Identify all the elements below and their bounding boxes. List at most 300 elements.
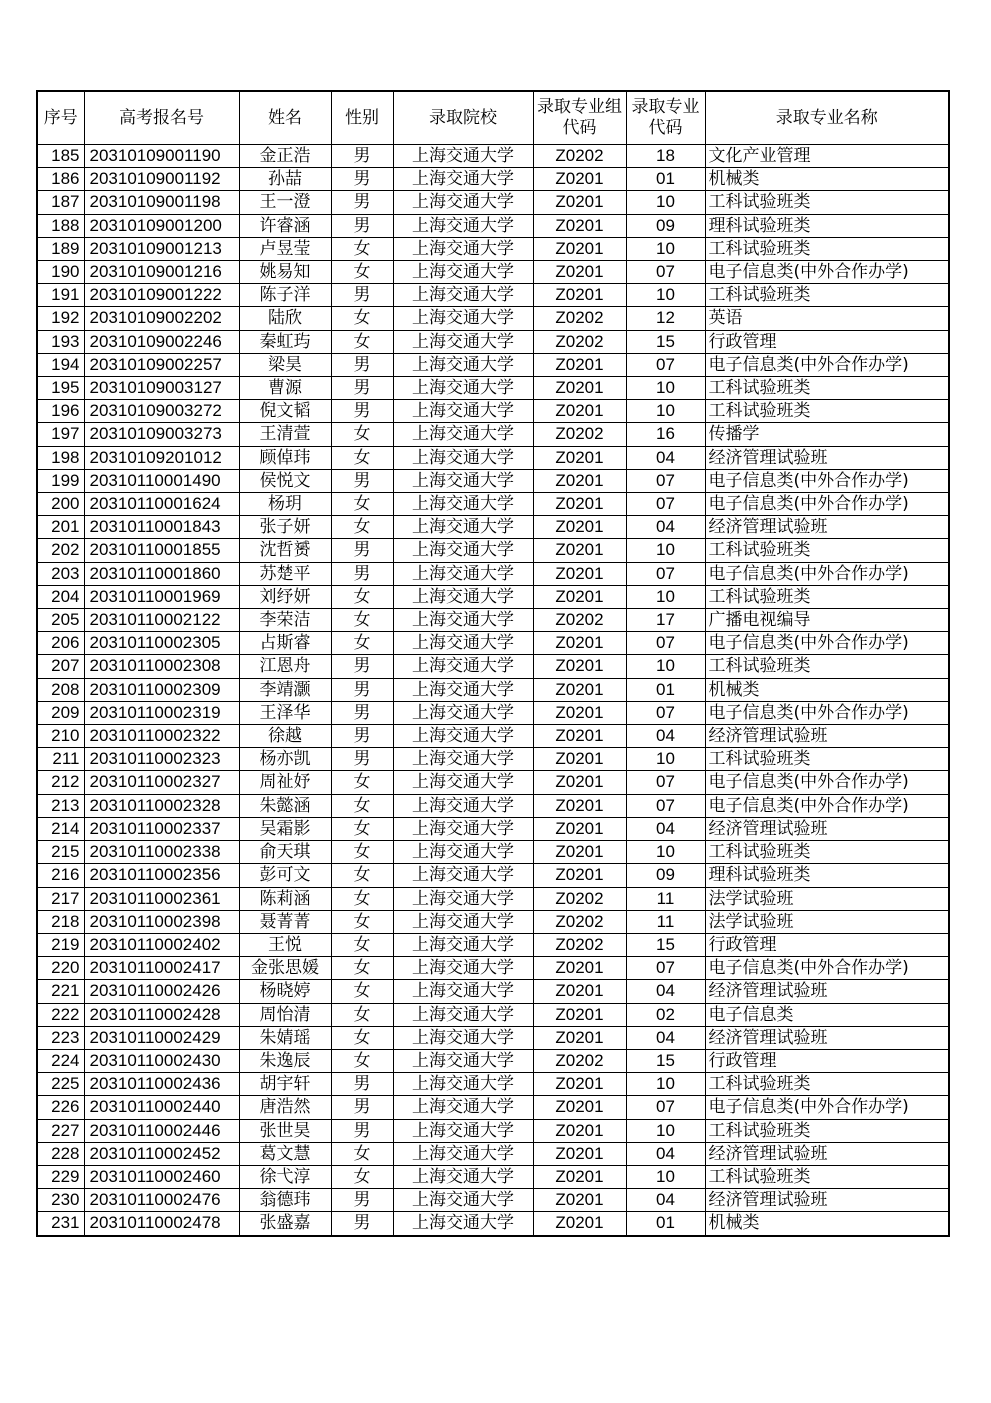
row-seq: 219 (37, 933, 84, 956)
row-major-code: 04 (626, 1026, 705, 1049)
row-group-code: Z0201 (533, 214, 626, 237)
row-group-code: Z0201 (533, 446, 626, 469)
table-row (37, 214, 949, 237)
table-row (37, 284, 949, 307)
row-exam-no: 20310109003272 (84, 400, 239, 423)
row-exam-no: 20310110002417 (84, 957, 239, 980)
row-seq: 227 (37, 1119, 84, 1142)
table-row (37, 237, 949, 260)
row-exam-no: 20310110002428 (84, 1003, 239, 1026)
row-major-code: 07 (626, 957, 705, 980)
row-name: 葛文慧 (239, 1142, 331, 1165)
row-exam-no: 20310110002452 (84, 1142, 239, 1165)
row-school: 上海交通大学 (393, 771, 533, 794)
row-seq: 190 (37, 261, 84, 284)
row-major-name: 电子信息类(中外合作办学) (705, 771, 949, 794)
table-row (37, 1049, 949, 1072)
row-major-name: 电子信息类(中外合作办学) (705, 469, 949, 492)
table-header-row (37, 91, 949, 145)
row-gender: 男 (331, 1189, 393, 1212)
header-major-name: 录取专业名称 (705, 91, 949, 145)
row-exam-no: 20310110002460 (84, 1165, 239, 1188)
row-gender: 男 (331, 168, 393, 191)
row-major-name: 电子信息类 (705, 1003, 949, 1026)
row-seq: 220 (37, 957, 84, 980)
row-major-code: 04 (626, 1189, 705, 1212)
row-major-code: 07 (626, 1096, 705, 1119)
row-seq: 185 (37, 145, 84, 168)
row-group-code: Z0201 (533, 353, 626, 376)
row-gender: 女 (331, 933, 393, 956)
row-name: 胡宇轩 (239, 1073, 331, 1096)
row-group-code: Z0201 (533, 864, 626, 887)
row-gender: 男 (331, 214, 393, 237)
row-name: 金正浩 (239, 145, 331, 168)
row-group-code: Z0202 (533, 145, 626, 168)
row-major-name: 工科试验班类 (705, 377, 949, 400)
row-major-code: 07 (626, 353, 705, 376)
row-name: 王泽华 (239, 701, 331, 724)
row-gender: 女 (331, 609, 393, 632)
row-name: 李靖灏 (239, 678, 331, 701)
row-exam-no: 20310110002440 (84, 1096, 239, 1119)
row-gender: 女 (331, 261, 393, 284)
table-row (37, 1096, 949, 1119)
row-seq: 221 (37, 980, 84, 1003)
row-group-code: Z0202 (533, 307, 626, 330)
row-seq: 231 (37, 1212, 84, 1236)
row-major-code: 10 (626, 400, 705, 423)
row-group-code: Z0201 (533, 539, 626, 562)
row-group-code: Z0201 (533, 284, 626, 307)
row-gender: 女 (331, 1003, 393, 1026)
row-group-code: Z0201 (533, 1073, 626, 1096)
row-name: 倪文韬 (239, 400, 331, 423)
row-gender: 男 (331, 145, 393, 168)
row-school: 上海交通大学 (393, 284, 533, 307)
row-major-code: 15 (626, 1049, 705, 1072)
row-school: 上海交通大学 (393, 887, 533, 910)
row-gender: 男 (331, 1212, 393, 1236)
row-major-code: 07 (626, 261, 705, 284)
row-seq: 208 (37, 678, 84, 701)
row-major-name: 广播电视编导 (705, 609, 949, 632)
row-group-code: Z0202 (533, 910, 626, 933)
row-school: 上海交通大学 (393, 191, 533, 214)
row-major-name: 工科试验班类 (705, 539, 949, 562)
row-major-code: 15 (626, 933, 705, 956)
row-name: 吴霜影 (239, 817, 331, 840)
row-major-code: 01 (626, 678, 705, 701)
row-major-code: 07 (626, 493, 705, 516)
table-row (37, 400, 949, 423)
row-group-code: Z0201 (533, 191, 626, 214)
row-seq: 192 (37, 307, 84, 330)
row-group-code: Z0201 (533, 585, 626, 608)
row-major-code: 10 (626, 377, 705, 400)
row-seq: 199 (37, 469, 84, 492)
row-major-code: 16 (626, 423, 705, 446)
row-major-name: 理科试验班类 (705, 864, 949, 887)
row-group-code: Z0201 (533, 678, 626, 701)
row-major-code: 17 (626, 609, 705, 632)
row-gender: 女 (331, 887, 393, 910)
row-group-code: Z0201 (533, 1096, 626, 1119)
row-group-code: Z0201 (533, 817, 626, 840)
row-exam-no: 20310109001200 (84, 214, 239, 237)
row-group-code: Z0201 (533, 377, 626, 400)
row-seq: 191 (37, 284, 84, 307)
table-row (37, 145, 949, 168)
row-major-name: 工科试验班类 (705, 284, 949, 307)
row-major-name: 经济管理试验班 (705, 446, 949, 469)
row-group-code: Z0201 (533, 701, 626, 724)
row-exam-no: 20310110002309 (84, 678, 239, 701)
table-row (37, 562, 949, 585)
row-school: 上海交通大学 (393, 1212, 533, 1236)
row-major-name: 工科试验班类 (705, 237, 949, 260)
row-school: 上海交通大学 (393, 145, 533, 168)
row-major-code: 07 (626, 469, 705, 492)
row-name: 张子妍 (239, 516, 331, 539)
row-school: 上海交通大学 (393, 539, 533, 562)
row-gender: 男 (331, 539, 393, 562)
row-school: 上海交通大学 (393, 817, 533, 840)
row-seq: 188 (37, 214, 84, 237)
row-major-name: 行政管理 (705, 1049, 949, 1072)
row-gender: 女 (331, 864, 393, 887)
row-major-code: 09 (626, 864, 705, 887)
row-school: 上海交通大学 (393, 168, 533, 191)
row-group-code: Z0201 (533, 632, 626, 655)
row-school: 上海交通大学 (393, 330, 533, 353)
row-gender: 女 (331, 957, 393, 980)
row-major-name: 工科试验班类 (705, 191, 949, 214)
row-gender: 女 (331, 330, 393, 353)
table-row (37, 1189, 949, 1212)
row-seq: 218 (37, 910, 84, 933)
row-school: 上海交通大学 (393, 446, 533, 469)
row-group-code: Z0201 (533, 237, 626, 260)
row-name: 侯悦文 (239, 469, 331, 492)
row-exam-no: 20310109001190 (84, 145, 239, 168)
header-name: 姓名 (239, 91, 331, 145)
row-school: 上海交通大学 (393, 1165, 533, 1188)
header-major-code: 录取专业代码 (626, 91, 705, 145)
row-school: 上海交通大学 (393, 562, 533, 585)
row-gender: 男 (331, 353, 393, 376)
row-group-code: Z0201 (533, 1212, 626, 1236)
table-row (37, 446, 949, 469)
row-major-name: 传播学 (705, 423, 949, 446)
header-group-code: 录取专业组代码 (533, 91, 626, 145)
header-seq: 序号 (37, 91, 84, 145)
row-major-name: 工科试验班类 (705, 400, 949, 423)
table-row (37, 1212, 949, 1236)
row-major-code: 04 (626, 817, 705, 840)
row-exam-no: 20310110002361 (84, 887, 239, 910)
row-name: 占斯睿 (239, 632, 331, 655)
row-group-code: Z0201 (533, 841, 626, 864)
row-exam-no: 20310110002446 (84, 1119, 239, 1142)
row-seq: 212 (37, 771, 84, 794)
row-seq: 229 (37, 1165, 84, 1188)
row-seq: 195 (37, 377, 84, 400)
row-school: 上海交通大学 (393, 701, 533, 724)
row-name: 苏楚平 (239, 562, 331, 585)
row-major-code: 07 (626, 794, 705, 817)
row-group-code: Z0202 (533, 609, 626, 632)
row-name: 朱懿涵 (239, 794, 331, 817)
row-seq: 187 (37, 191, 84, 214)
row-group-code: Z0201 (533, 748, 626, 771)
row-major-code: 11 (626, 887, 705, 910)
row-name: 周祉妤 (239, 771, 331, 794)
row-major-name: 文化产业管理 (705, 145, 949, 168)
row-name: 朱婧瑶 (239, 1026, 331, 1049)
row-gender: 女 (331, 585, 393, 608)
row-name: 杨玥 (239, 493, 331, 516)
row-exam-no: 20310110002337 (84, 817, 239, 840)
row-exam-no: 20310110002323 (84, 748, 239, 771)
row-school: 上海交通大学 (393, 353, 533, 376)
row-exam-no: 20310110001855 (84, 539, 239, 562)
row-exam-no: 20310110002430 (84, 1049, 239, 1072)
row-gender: 女 (331, 841, 393, 864)
row-major-code: 10 (626, 655, 705, 678)
table-row (37, 933, 949, 956)
row-group-code: Z0201 (533, 957, 626, 980)
row-major-name: 经济管理试验班 (705, 725, 949, 748)
table-row (37, 678, 949, 701)
row-group-code: Z0202 (533, 933, 626, 956)
row-name: 姚易知 (239, 261, 331, 284)
row-school: 上海交通大学 (393, 516, 533, 539)
row-gender: 男 (331, 469, 393, 492)
row-major-name: 行政管理 (705, 330, 949, 353)
row-gender: 女 (331, 632, 393, 655)
row-gender: 男 (331, 655, 393, 678)
table-row (37, 1073, 949, 1096)
row-school: 上海交通大学 (393, 910, 533, 933)
table-row (37, 469, 949, 492)
row-major-code: 10 (626, 1073, 705, 1096)
row-school: 上海交通大学 (393, 1003, 533, 1026)
row-group-code: Z0201 (533, 1142, 626, 1165)
row-major-code: 02 (626, 1003, 705, 1026)
row-exam-no: 20310110001624 (84, 493, 239, 516)
table-row (37, 771, 949, 794)
row-gender: 男 (331, 725, 393, 748)
header-gender: 性别 (331, 91, 393, 145)
row-group-code: Z0201 (533, 493, 626, 516)
row-seq: 201 (37, 516, 84, 539)
row-group-code: Z0201 (533, 980, 626, 1003)
row-gender: 男 (331, 191, 393, 214)
row-seq: 203 (37, 562, 84, 585)
row-exam-no: 20310109002246 (84, 330, 239, 353)
row-major-code: 10 (626, 585, 705, 608)
row-school: 上海交通大学 (393, 493, 533, 516)
table-row (37, 493, 949, 516)
row-seq: 217 (37, 887, 84, 910)
row-major-name: 电子信息类(中外合作办学) (705, 957, 949, 980)
row-exam-no: 20310109002257 (84, 353, 239, 376)
row-exam-no: 20310110002476 (84, 1189, 239, 1212)
row-exam-no: 20310110002429 (84, 1026, 239, 1049)
row-exam-no: 20310110002402 (84, 933, 239, 956)
table-row (37, 516, 949, 539)
row-exam-no: 20310110001969 (84, 585, 239, 608)
table-row (37, 191, 949, 214)
row-major-name: 工科试验班类 (705, 585, 949, 608)
row-name: 聂菁菁 (239, 910, 331, 933)
table-body (37, 145, 949, 1236)
row-exam-no: 20310109001222 (84, 284, 239, 307)
row-major-code: 11 (626, 910, 705, 933)
table-row (37, 864, 949, 887)
row-gender: 女 (331, 446, 393, 469)
row-major-code: 10 (626, 748, 705, 771)
row-group-code: Z0202 (533, 887, 626, 910)
row-name: 徐弋淳 (239, 1165, 331, 1188)
admission-list-sheet (36, 90, 948, 1237)
row-group-code: Z0201 (533, 771, 626, 794)
row-exam-no: 20310110001490 (84, 469, 239, 492)
row-school: 上海交通大学 (393, 933, 533, 956)
row-seq: 197 (37, 423, 84, 446)
row-school: 上海交通大学 (393, 261, 533, 284)
row-school: 上海交通大学 (393, 469, 533, 492)
row-major-name: 电子信息类(中外合作办学) (705, 493, 949, 516)
row-gender: 女 (331, 1049, 393, 1072)
table-row (37, 794, 949, 817)
row-school: 上海交通大学 (393, 237, 533, 260)
row-gender: 男 (331, 1073, 393, 1096)
row-major-code: 07 (626, 701, 705, 724)
row-gender: 女 (331, 1026, 393, 1049)
row-gender: 女 (331, 794, 393, 817)
table-row (37, 261, 949, 284)
row-major-name: 工科试验班类 (705, 1119, 949, 1142)
row-major-code: 10 (626, 191, 705, 214)
row-major-name: 经济管理试验班 (705, 1026, 949, 1049)
table-row (37, 1165, 949, 1188)
row-major-code: 07 (626, 771, 705, 794)
row-group-code: Z0201 (533, 400, 626, 423)
row-name: 徐越 (239, 725, 331, 748)
row-school: 上海交通大学 (393, 1096, 533, 1119)
row-seq: 198 (37, 446, 84, 469)
table-row (37, 725, 949, 748)
row-exam-no: 20310109001216 (84, 261, 239, 284)
row-seq: 222 (37, 1003, 84, 1026)
row-seq: 193 (37, 330, 84, 353)
row-group-code: Z0201 (533, 168, 626, 191)
row-major-name: 电子信息类(中外合作办学) (705, 261, 949, 284)
row-name: 曹源 (239, 377, 331, 400)
row-seq: 215 (37, 841, 84, 864)
row-major-code: 07 (626, 632, 705, 655)
row-school: 上海交通大学 (393, 585, 533, 608)
row-major-name: 电子信息类(中外合作办学) (705, 353, 949, 376)
row-gender: 女 (331, 423, 393, 446)
row-name: 陆欣 (239, 307, 331, 330)
row-seq: 216 (37, 864, 84, 887)
row-major-code: 10 (626, 237, 705, 260)
row-name: 俞天琪 (239, 841, 331, 864)
row-exam-no: 20310110002398 (84, 910, 239, 933)
row-exam-no: 20310110002328 (84, 794, 239, 817)
row-major-code: 09 (626, 214, 705, 237)
row-group-code: Z0201 (533, 562, 626, 585)
row-seq: 206 (37, 632, 84, 655)
row-major-code: 04 (626, 1142, 705, 1165)
row-major-name: 工科试验班类 (705, 1073, 949, 1096)
row-school: 上海交通大学 (393, 423, 533, 446)
row-major-code: 04 (626, 516, 705, 539)
row-exam-no: 20310109201012 (84, 446, 239, 469)
row-school: 上海交通大学 (393, 400, 533, 423)
row-gender: 男 (331, 1096, 393, 1119)
row-name: 秦虹玙 (239, 330, 331, 353)
row-gender: 男 (331, 1119, 393, 1142)
row-seq: 189 (37, 237, 84, 260)
row-school: 上海交通大学 (393, 748, 533, 771)
row-school: 上海交通大学 (393, 655, 533, 678)
table-row (37, 748, 949, 771)
row-major-code: 01 (626, 168, 705, 191)
row-exam-no: 20310109001198 (84, 191, 239, 214)
row-gender: 女 (331, 771, 393, 794)
row-exam-no: 20310110002319 (84, 701, 239, 724)
row-exam-no: 20310110002308 (84, 655, 239, 678)
row-exam-no: 20310110002327 (84, 771, 239, 794)
row-gender: 男 (331, 400, 393, 423)
row-name: 周怡清 (239, 1003, 331, 1026)
table-row (37, 957, 949, 980)
row-major-name: 经济管理试验班 (705, 1142, 949, 1165)
row-group-code: Z0201 (533, 1165, 626, 1188)
row-seq: 228 (37, 1142, 84, 1165)
row-major-name: 机械类 (705, 1212, 949, 1236)
row-gender: 女 (331, 1165, 393, 1188)
row-name: 彭可文 (239, 864, 331, 887)
row-major-name: 经济管理试验班 (705, 817, 949, 840)
row-group-code: Z0201 (533, 655, 626, 678)
row-seq: 202 (37, 539, 84, 562)
row-exam-no: 20310110002305 (84, 632, 239, 655)
row-exam-no: 20310110002338 (84, 841, 239, 864)
row-major-name: 工科试验班类 (705, 748, 949, 771)
row-major-code: 10 (626, 841, 705, 864)
table-row (37, 1142, 949, 1165)
row-seq: 226 (37, 1096, 84, 1119)
row-group-code: Z0201 (533, 516, 626, 539)
row-name: 陈莉涵 (239, 887, 331, 910)
table-row (37, 330, 949, 353)
row-seq: 225 (37, 1073, 84, 1096)
row-major-code: 10 (626, 1119, 705, 1142)
row-exam-no: 20310110001843 (84, 516, 239, 539)
row-exam-no: 20310109002202 (84, 307, 239, 330)
row-group-code: Z0201 (533, 725, 626, 748)
row-seq: 211 (37, 748, 84, 771)
row-name: 杨亦凯 (239, 748, 331, 771)
row-name: 卢昱莹 (239, 237, 331, 260)
row-exam-no: 20310109001192 (84, 168, 239, 191)
row-school: 上海交通大学 (393, 1142, 533, 1165)
